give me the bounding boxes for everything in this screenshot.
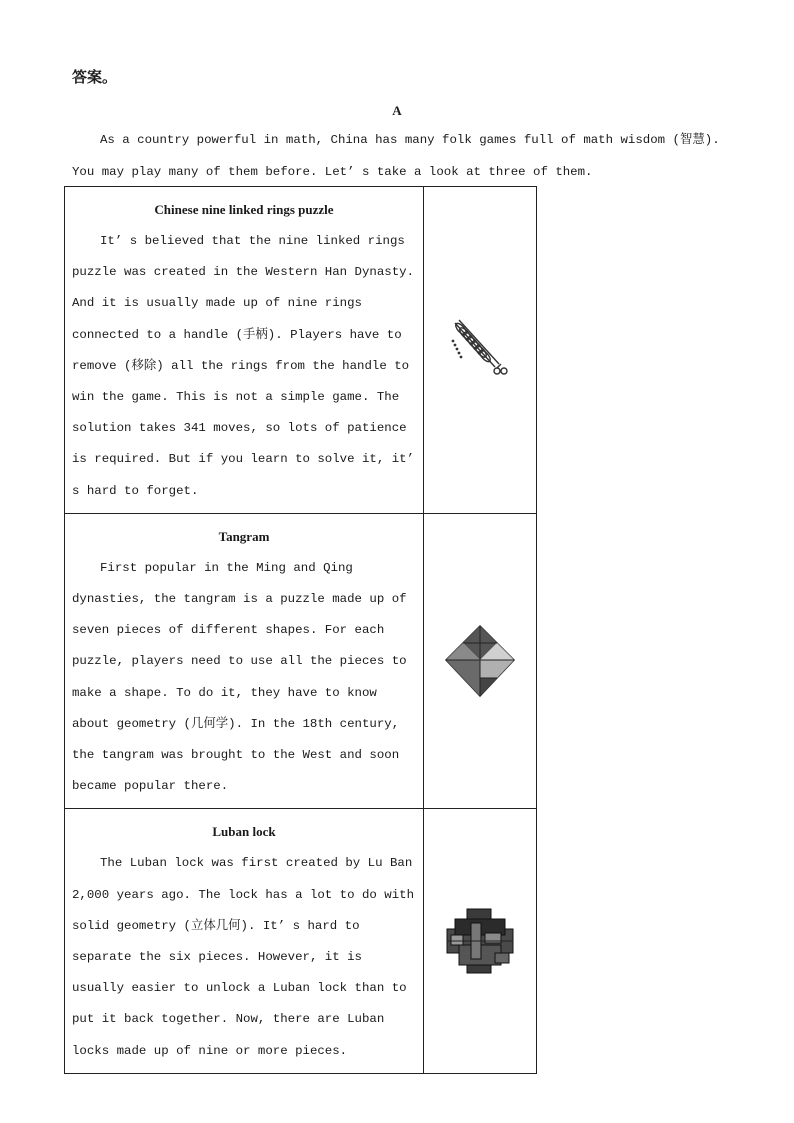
game-text-cell bbox=[65, 809, 424, 1073]
game-image-cell bbox=[424, 513, 537, 809]
game-image-cell bbox=[424, 809, 537, 1073]
game-description: The Luban lock was first created by Lu Ban 2,000 years ago. The lock has a lot to do with solid geometry (立体几何). It’ s hard to separate the six pieces. However, it is usually easier to unlock a Luban lock than to put it back together. Now, there are Luban locks made up of nine or more pieces. bbox=[72, 856, 415, 1058]
intro-paragraph: As a country powerful in math, China has many folk games full of math wisdom (智慧). You may play many of them before. Let’ s take a look at three of them. bbox=[72, 133, 720, 179]
table-row bbox=[65, 187, 537, 514]
section-letter: A bbox=[392, 103, 402, 118]
game-text-cell bbox=[65, 187, 424, 514]
game-description: First popular in the Ming and Qing dynasties, the tangram is a puzzle made up of seven pieces of different shapes. For each puzzle, players need to use all the pieces to make a shape. To do it, they have to know about geometry (几何学). In the 18th century, the tangram was brought to the West and soon became popular there. bbox=[72, 560, 407, 794]
answer-label: 答案。 bbox=[72, 68, 118, 86]
game-image-cell bbox=[424, 187, 537, 514]
game-text-cell bbox=[65, 513, 424, 809]
nine-linked-rings-icon bbox=[445, 315, 515, 385]
table-row bbox=[65, 809, 537, 1073]
games-table bbox=[64, 186, 537, 1074]
game-description: It’ s believed that the nine linked rings puzzle was created in the Western Han Dynasty. And it is usually made up of nine rings connected to a handle (手柄). Players have to remove (移除) all the rings from the handle to win the game. This is not a simple game. The solution takes 341 moves, so lots of patience is required. But if you learn to solve it, it’ s hard to forget. bbox=[72, 234, 415, 498]
luban-lock-icon bbox=[441, 905, 519, 977]
table-row bbox=[65, 513, 537, 809]
game-title: Tangram bbox=[218, 528, 270, 544]
game-title: Chinese nine linked rings puzzle bbox=[154, 202, 334, 217]
tangram-icon bbox=[444, 624, 516, 698]
game-title: Luban lock bbox=[212, 824, 276, 840]
